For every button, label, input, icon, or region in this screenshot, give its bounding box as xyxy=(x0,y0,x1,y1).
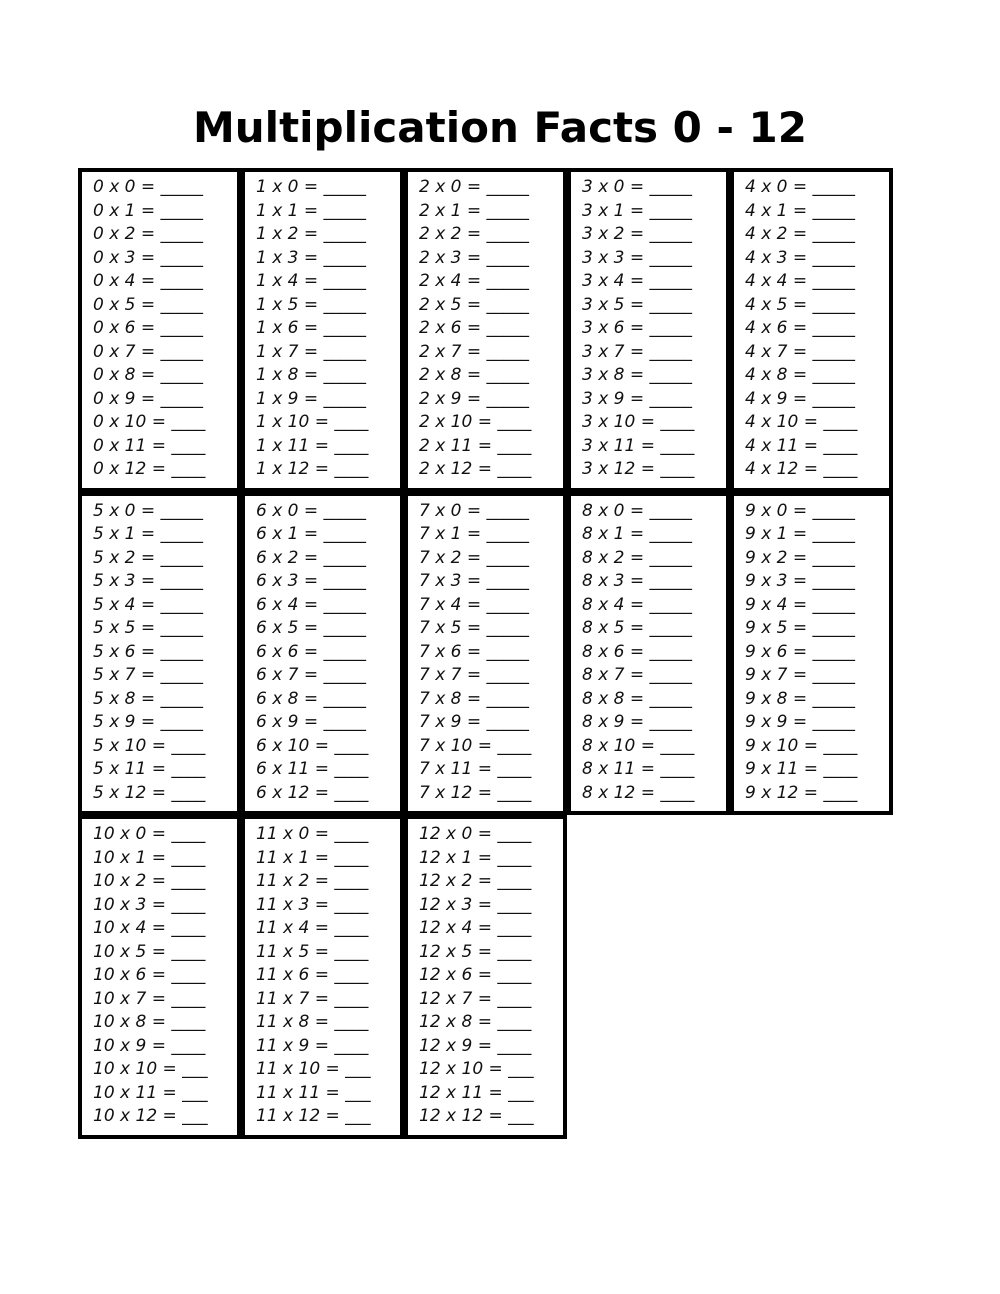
problem: 6 x 3 = _____ xyxy=(256,571,367,592)
problem: 11 x 7 = ____ xyxy=(256,988,369,1009)
problem: 2 x 4 = _____ xyxy=(419,271,530,292)
problem: 9 x 4 = _____ xyxy=(745,594,856,615)
problem: 0 x 3 = _____ xyxy=(93,247,204,268)
problem: 8 x 10 = ____ xyxy=(582,735,695,756)
problem: 1 x 11 = ____ xyxy=(256,435,369,456)
grid-row xyxy=(78,168,1000,492)
facts-grid xyxy=(78,168,1000,1139)
problem: 9 x 11 = ____ xyxy=(745,759,858,780)
problem: 4 x 8 = _____ xyxy=(745,365,856,386)
problem: 4 x 6 = _____ xyxy=(745,318,856,339)
problem: 12 x 11 = ___ xyxy=(419,1082,534,1103)
grid-row xyxy=(78,815,1000,1139)
problem: 11 x 1 = ____ xyxy=(256,847,369,868)
problem: 6 x 9 = _____ xyxy=(256,712,367,733)
problem: 10 x 5 = ____ xyxy=(93,941,206,962)
problem: 5 x 0 = _____ xyxy=(93,500,204,521)
problem: 4 x 1 = _____ xyxy=(745,200,856,221)
problem: 10 x 4 = ____ xyxy=(93,918,206,939)
problem: 9 x 3 = _____ xyxy=(745,571,856,592)
problem: 6 x 1 = _____ xyxy=(256,524,367,545)
problem: 3 x 11 = ____ xyxy=(582,435,695,456)
problem: 0 x 1 = _____ xyxy=(93,200,204,221)
problem: 2 x 7 = _____ xyxy=(419,341,530,362)
problem: 4 x 9 = _____ xyxy=(745,388,856,409)
problem: 6 x 7 = _____ xyxy=(256,665,367,686)
problem: 8 x 9 = _____ xyxy=(582,712,693,733)
problem: 12 x 1 = ____ xyxy=(419,847,532,868)
problem: 8 x 8 = _____ xyxy=(582,688,693,709)
problem: 1 x 1 = _____ xyxy=(256,200,367,221)
problem: 0 x 8 = _____ xyxy=(93,365,204,386)
problem: 1 x 4 = _____ xyxy=(256,271,367,292)
problem: 2 x 11 = ____ xyxy=(419,435,532,456)
problem: 4 x 12 = ____ xyxy=(745,459,858,480)
problem: 2 x 5 = _____ xyxy=(419,294,530,315)
problem: 10 x 11 = ___ xyxy=(93,1082,208,1103)
facts-cell xyxy=(241,492,404,816)
facts-cell xyxy=(241,815,404,1139)
problem: 6 x 4 = _____ xyxy=(256,594,367,615)
problem: 11 x 2 = ____ xyxy=(256,871,369,892)
problem: 12 x 3 = ____ xyxy=(419,894,532,915)
problem: 1 x 10 = ____ xyxy=(256,412,369,433)
problem: 4 x 0 = _____ xyxy=(745,177,856,198)
problem: 7 x 0 = _____ xyxy=(419,500,530,521)
problem: 3 x 4 = _____ xyxy=(582,271,693,292)
facts-cell xyxy=(78,168,241,492)
problem: 6 x 2 = _____ xyxy=(256,547,367,568)
problem: 8 x 2 = _____ xyxy=(582,547,693,568)
problem: 9 x 7 = _____ xyxy=(745,665,856,686)
problem: 9 x 6 = _____ xyxy=(745,641,856,662)
problem: 9 x 5 = _____ xyxy=(745,618,856,639)
problem: 3 x 6 = _____ xyxy=(582,318,693,339)
problem: 7 x 9 = _____ xyxy=(419,712,530,733)
problem: 12 x 12 = ___ xyxy=(419,1106,534,1127)
problem: 8 x 6 = _____ xyxy=(582,641,693,662)
problem: 4 x 7 = _____ xyxy=(745,341,856,362)
problem: 12 x 5 = ____ xyxy=(419,941,532,962)
problem: 1 x 5 = _____ xyxy=(256,294,367,315)
facts-cell xyxy=(78,815,241,1139)
problem: 5 x 5 = _____ xyxy=(93,618,204,639)
problem: 12 x 7 = ____ xyxy=(419,988,532,1009)
problem: 11 x 9 = ____ xyxy=(256,1035,369,1056)
facts-cell xyxy=(404,815,567,1139)
problem: 3 x 7 = _____ xyxy=(582,341,693,362)
problem: 2 x 8 = _____ xyxy=(419,365,530,386)
problem: 2 x 2 = _____ xyxy=(419,224,530,245)
problem: 4 x 4 = _____ xyxy=(745,271,856,292)
problem: 8 x 12 = ____ xyxy=(582,782,695,803)
problem: 4 x 11 = ____ xyxy=(745,435,858,456)
problem: 12 x 9 = ____ xyxy=(419,1035,532,1056)
problem: 10 x 6 = ____ xyxy=(93,965,206,986)
problem: 0 x 6 = _____ xyxy=(93,318,204,339)
problem: 6 x 8 = _____ xyxy=(256,688,367,709)
problem: 12 x 10 = ___ xyxy=(419,1059,534,1080)
problem: 5 x 10 = ____ xyxy=(93,735,206,756)
problem: 1 x 3 = _____ xyxy=(256,247,367,268)
facts-cell xyxy=(78,492,241,816)
problem: 0 x 11 = ____ xyxy=(93,435,206,456)
problem: 12 x 8 = ____ xyxy=(419,1012,532,1033)
problem: 3 x 12 = ____ xyxy=(582,459,695,480)
problem: 3 x 5 = _____ xyxy=(582,294,693,315)
problem: 11 x 6 = ____ xyxy=(256,965,369,986)
problem: 6 x 12 = ____ xyxy=(256,782,369,803)
problem: 5 x 12 = ____ xyxy=(93,782,206,803)
problem: 7 x 1 = _____ xyxy=(419,524,530,545)
problem: 12 x 2 = ____ xyxy=(419,871,532,892)
problem: 4 x 10 = ____ xyxy=(745,412,858,433)
problem: 1 x 6 = _____ xyxy=(256,318,367,339)
problem: 11 x 8 = ____ xyxy=(256,1012,369,1033)
problem: 1 x 8 = _____ xyxy=(256,365,367,386)
problem: 0 x 7 = _____ xyxy=(93,341,204,362)
problem: 3 x 8 = _____ xyxy=(582,365,693,386)
problem: 9 x 8 = _____ xyxy=(745,688,856,709)
problem: 10 x 0 = ____ xyxy=(93,824,206,845)
problem: 3 x 1 = _____ xyxy=(582,200,693,221)
problem: 11 x 3 = ____ xyxy=(256,894,369,915)
problem: 9 x 10 = ____ xyxy=(745,735,858,756)
problem: 8 x 3 = _____ xyxy=(582,571,693,592)
problem: 4 x 2 = _____ xyxy=(745,224,856,245)
problem: 10 x 9 = ____ xyxy=(93,1035,206,1056)
problem: 5 x 3 = _____ xyxy=(93,571,204,592)
problem: 7 x 6 = _____ xyxy=(419,641,530,662)
problem: 10 x 12 = ___ xyxy=(93,1106,208,1127)
problem: 2 x 12 = ____ xyxy=(419,459,532,480)
problem: 7 x 3 = _____ xyxy=(419,571,530,592)
problem: 5 x 9 = _____ xyxy=(93,712,204,733)
problem: 4 x 3 = _____ xyxy=(745,247,856,268)
problem: 1 x 9 = _____ xyxy=(256,388,367,409)
problem: 9 x 12 = ____ xyxy=(745,782,858,803)
problem: 2 x 0 = _____ xyxy=(419,177,530,198)
facts-cell xyxy=(730,492,893,816)
facts-cell xyxy=(404,168,567,492)
problem: 5 x 6 = _____ xyxy=(93,641,204,662)
problem: 10 x 1 = ____ xyxy=(93,847,206,868)
problem: 9 x 9 = _____ xyxy=(745,712,856,733)
problem: 2 x 3 = _____ xyxy=(419,247,530,268)
problem: 2 x 10 = ____ xyxy=(419,412,532,433)
problem: 7 x 2 = _____ xyxy=(419,547,530,568)
grid-row xyxy=(78,492,1000,816)
problem: 7 x 5 = _____ xyxy=(419,618,530,639)
problem: 8 x 4 = _____ xyxy=(582,594,693,615)
facts-cell xyxy=(404,492,567,816)
page-title: Multiplication Facts 0 - 12 xyxy=(192,103,808,152)
problem: 0 x 10 = ____ xyxy=(93,412,206,433)
problem: 3 x 3 = _____ xyxy=(582,247,693,268)
problem: 12 x 0 = ____ xyxy=(419,824,532,845)
problem: 1 x 12 = ____ xyxy=(256,459,369,480)
problem: 7 x 7 = _____ xyxy=(419,665,530,686)
problem: 2 x 6 = _____ xyxy=(419,318,530,339)
problem: 11 x 11 = ___ xyxy=(256,1082,371,1103)
problem: 7 x 10 = ____ xyxy=(419,735,532,756)
problem: 11 x 12 = ___ xyxy=(256,1106,371,1127)
problem: 4 x 5 = _____ xyxy=(745,294,856,315)
problem: 7 x 11 = ____ xyxy=(419,759,532,780)
problem: 10 x 10 = ___ xyxy=(93,1059,208,1080)
problem: 5 x 2 = _____ xyxy=(93,547,204,568)
problem: 6 x 6 = _____ xyxy=(256,641,367,662)
problem: 7 x 8 = _____ xyxy=(419,688,530,709)
problem: 6 x 10 = ____ xyxy=(256,735,369,756)
problem: 3 x 2 = _____ xyxy=(582,224,693,245)
problem: 0 x 12 = ____ xyxy=(93,459,206,480)
problem: 0 x 2 = _____ xyxy=(93,224,204,245)
problem: 10 x 2 = ____ xyxy=(93,871,206,892)
problem: 8 x 5 = _____ xyxy=(582,618,693,639)
facts-cell xyxy=(567,492,730,816)
problem: 6 x 11 = ____ xyxy=(256,759,369,780)
problem: 8 x 1 = _____ xyxy=(582,524,693,545)
problem: 9 x 1 = _____ xyxy=(745,524,856,545)
problem: 3 x 0 = _____ xyxy=(582,177,693,198)
facts-cell xyxy=(730,168,893,492)
problem: 9 x 2 = _____ xyxy=(745,547,856,568)
problem: 12 x 4 = ____ xyxy=(419,918,532,939)
problem: 0 x 9 = _____ xyxy=(93,388,204,409)
problem: 10 x 7 = ____ xyxy=(93,988,206,1009)
problem: 0 x 5 = _____ xyxy=(93,294,204,315)
problem: 11 x 4 = ____ xyxy=(256,918,369,939)
problem: 10 x 8 = ____ xyxy=(93,1012,206,1033)
problem: 8 x 0 = _____ xyxy=(582,500,693,521)
problem: 2 x 1 = _____ xyxy=(419,200,530,221)
problem: 6 x 0 = _____ xyxy=(256,500,367,521)
problem: 0 x 0 = _____ xyxy=(93,177,204,198)
problem: 3 x 10 = ____ xyxy=(582,412,695,433)
problem: 5 x 11 = ____ xyxy=(93,759,206,780)
problem: 1 x 7 = _____ xyxy=(256,341,367,362)
problem: 1 x 0 = _____ xyxy=(256,177,367,198)
problem: 6 x 5 = _____ xyxy=(256,618,367,639)
problem: 3 x 9 = _____ xyxy=(582,388,693,409)
problem: 11 x 0 = ____ xyxy=(256,824,369,845)
problem: 11 x 10 = ___ xyxy=(256,1059,371,1080)
problem: 8 x 11 = ____ xyxy=(582,759,695,780)
problem: 7 x 12 = ____ xyxy=(419,782,532,803)
problem: 9 x 0 = _____ xyxy=(745,500,856,521)
problem: 11 x 5 = ____ xyxy=(256,941,369,962)
problem: 10 x 3 = ____ xyxy=(93,894,206,915)
problem: 1 x 2 = _____ xyxy=(256,224,367,245)
problem: 0 x 4 = _____ xyxy=(93,271,204,292)
problem: 2 x 9 = _____ xyxy=(419,388,530,409)
facts-cell xyxy=(241,168,404,492)
problem: 8 x 7 = _____ xyxy=(582,665,693,686)
problem: 5 x 7 = _____ xyxy=(93,665,204,686)
problem: 5 x 4 = _____ xyxy=(93,594,204,615)
problem: 5 x 1 = _____ xyxy=(93,524,204,545)
problem: 7 x 4 = _____ xyxy=(419,594,530,615)
facts-cell xyxy=(567,168,730,492)
problem: 5 x 8 = _____ xyxy=(93,688,204,709)
problem: 12 x 6 = ____ xyxy=(419,965,532,986)
